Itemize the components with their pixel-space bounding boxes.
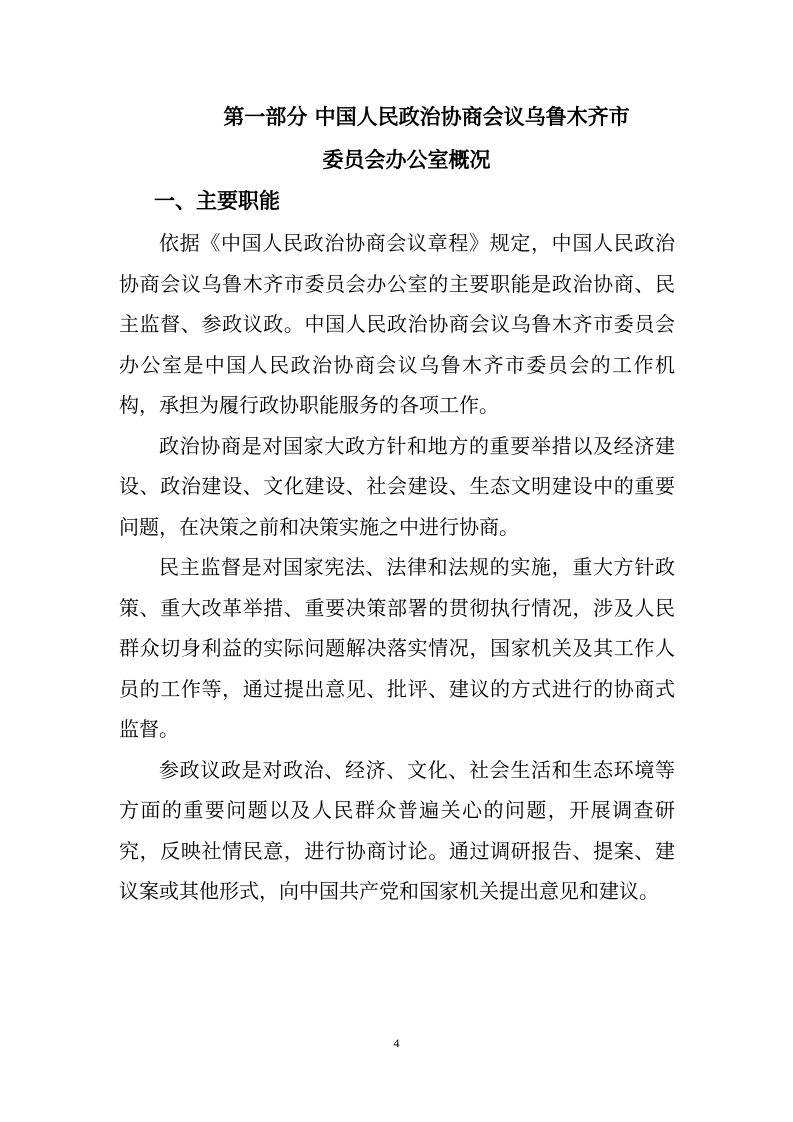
paragraph-participation-in-governance: 参政议政是对政治、经济、文化、社会生活和生态环境等方面的重要问题以及人民群众普遍关心的问题，开展调查研究，反映社情民意，进行协商讨论。通过调研报告、提案、建议案或其他形式，向中国共产党和国家机关提出意见和建议。 [119,757,675,903]
document-title-line-1: 第一部分 中国人民政治协商会议乌鲁木齐市 [223,105,630,129]
paragraph-political-consultation: 政治协商是对国家大政方针和地方的重要举措以及经济建设、政治建设、文化建设、社会建设、生态文明建设中的重要问题，在决策之前和决策实施之中进行协商。 [119,433,675,539]
body-text [119,223,675,912]
paragraph-functions-overview: 依据《中国人民政治协商会议章程》规定，中国人民政治协商会议乌鲁木齐市委员会办公室的主要职能是政治协商、民主监督、参政议政。中国人民政治协商会议乌鲁木齐市委员会办公室是中国人民政治协商会议乌鲁木齐市委员会的工作机构，承担为履行政协职能服务的各项工作。 [119,231,675,417]
page-number: 4 [393,1036,400,1050]
paragraph-democratic-supervision: 民主监督是对国家宪法、法律和法规的实施，重大方针政策、重大改革举措、重要决策部署的贯彻执行情况，涉及人民群众切身利益的实际问题解决落实情况，国家机关及其工作人员的工作等，通过提出意见、批评、建议的方式进行的协商式监督。 [119,555,675,741]
document-title-line-2: 委员会办公室概况 [322,148,491,172]
section-heading: 一、主要职能 [154,189,280,213]
